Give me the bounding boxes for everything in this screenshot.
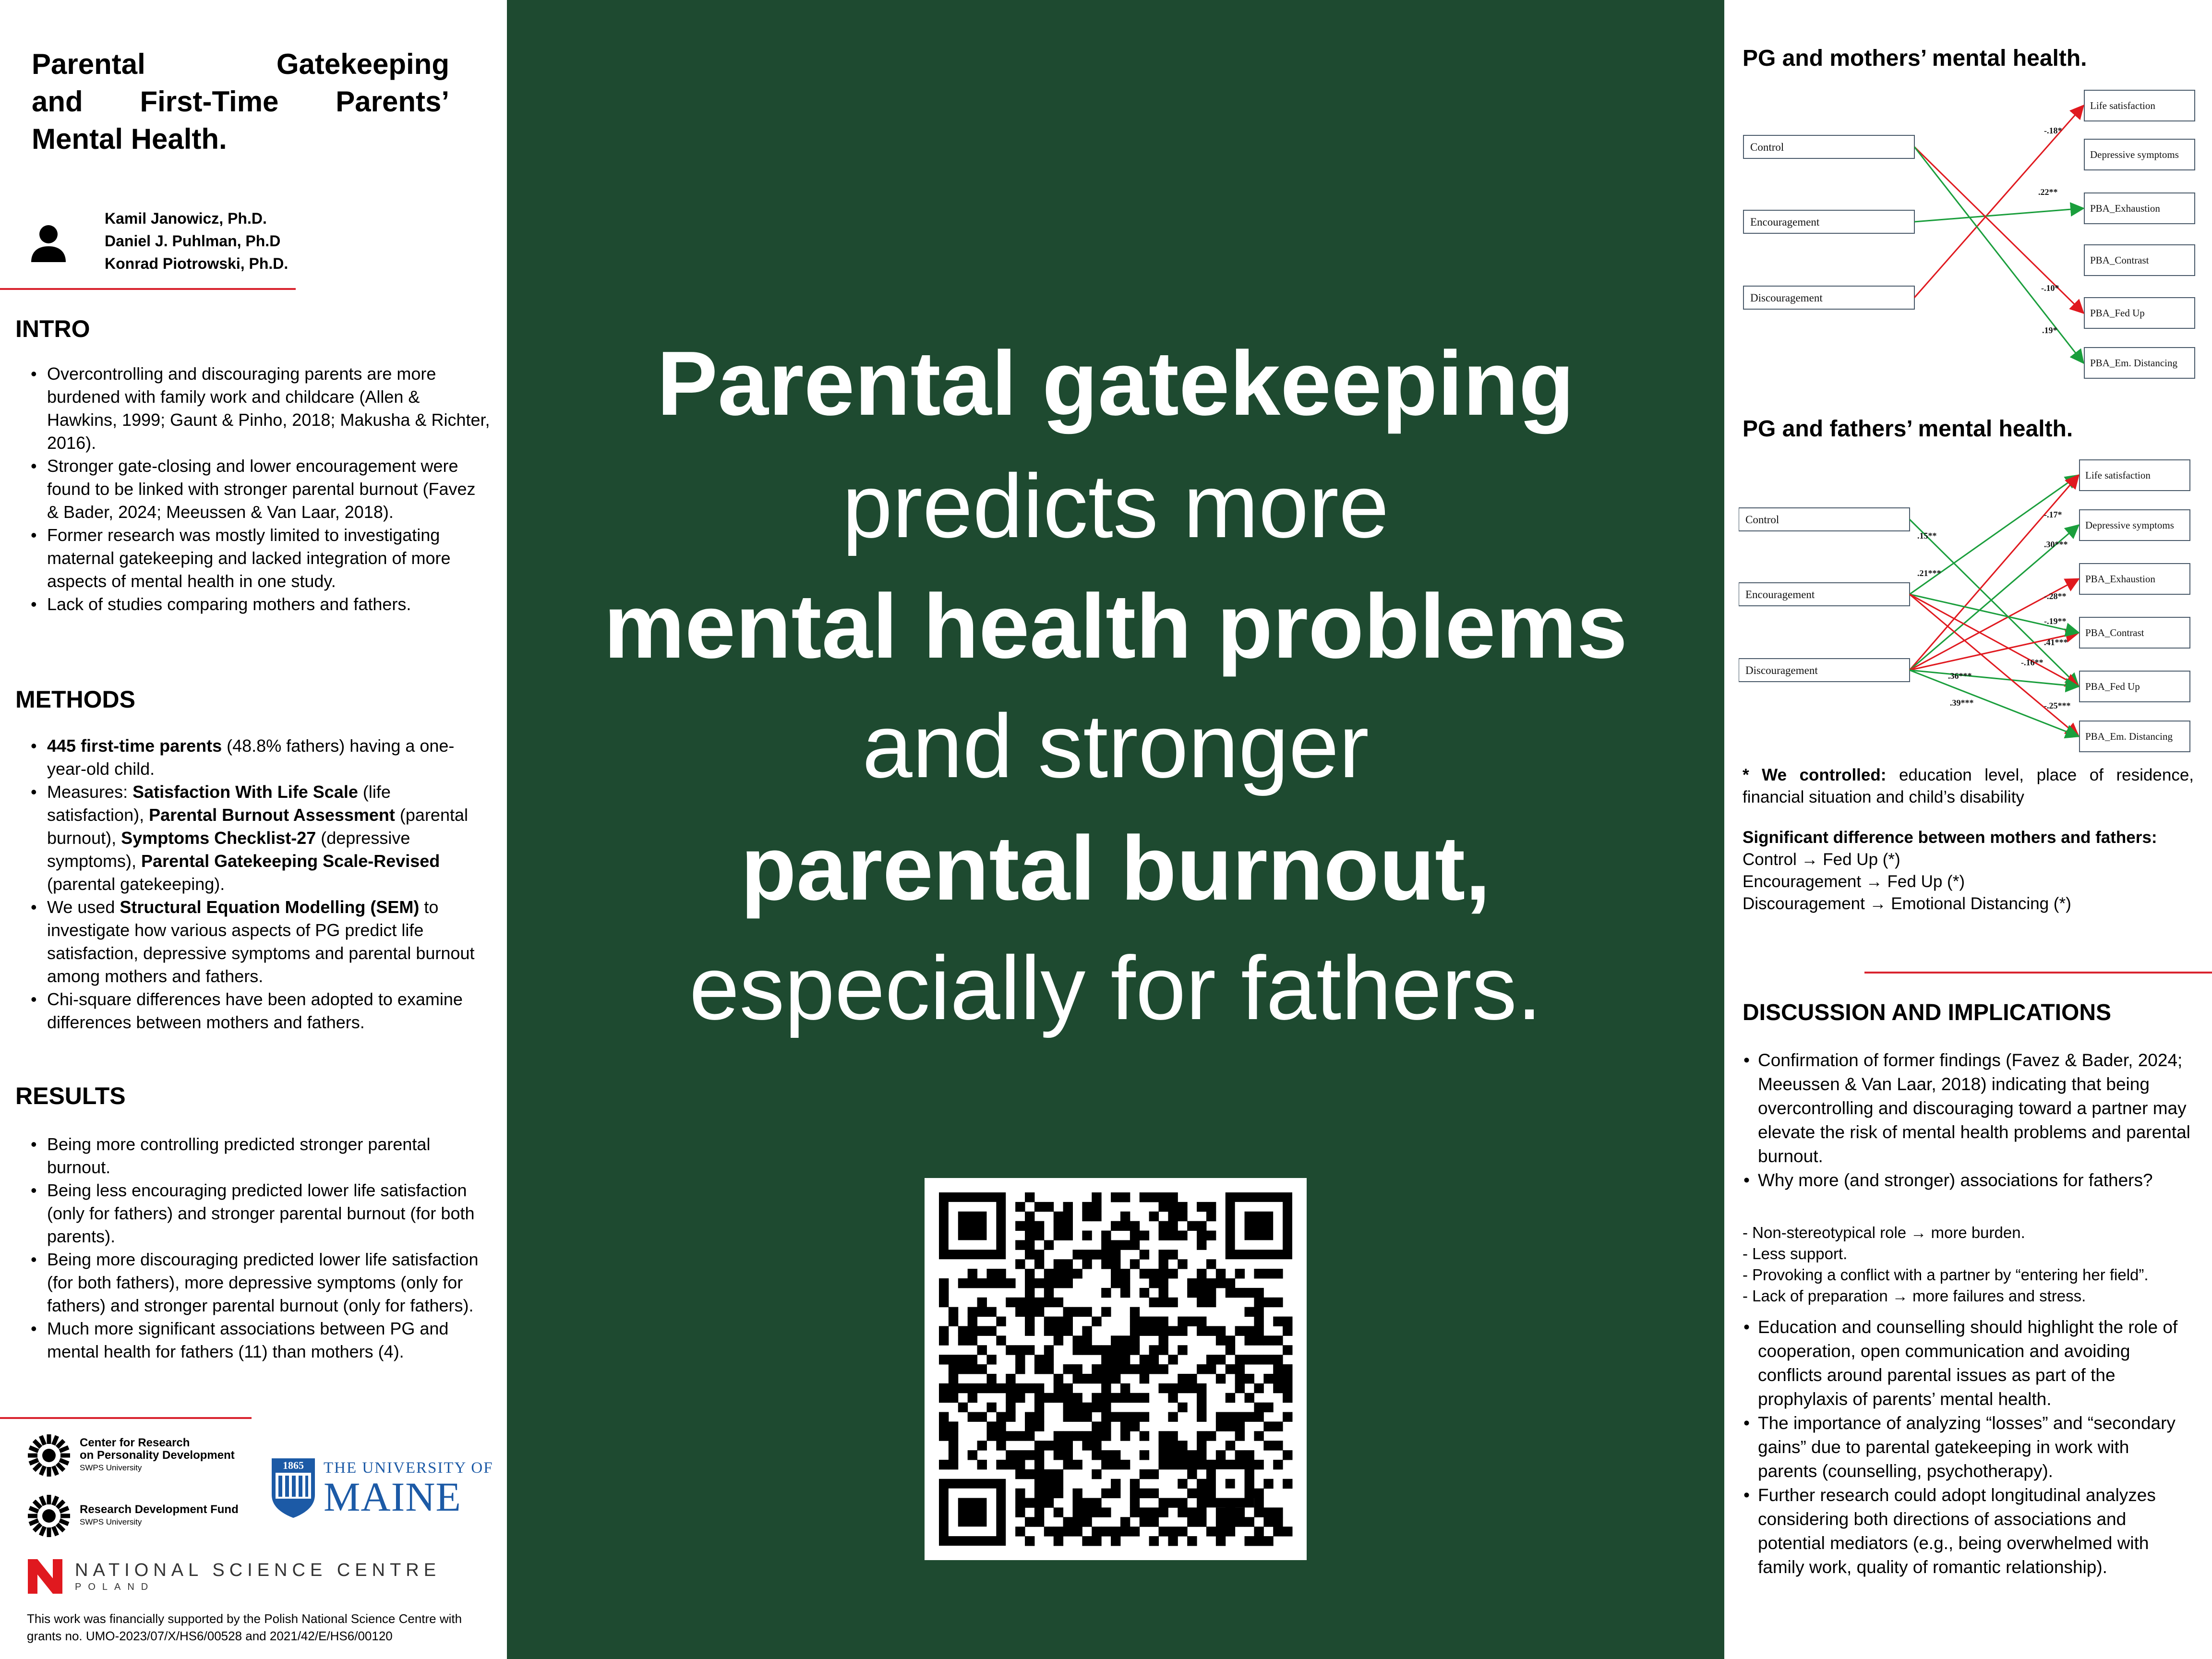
left-column bbox=[0, 0, 507, 1659]
list-item-segment: Parental Burnout Assessment bbox=[149, 805, 395, 825]
outcome-label: PBA_Contrast bbox=[2090, 254, 2149, 266]
predictor-label: Control bbox=[1745, 514, 1779, 526]
list-item: • Further research could adopt longitudinal analyzes considering both directions of associations and potential mediators (e.g., being overwhelmed with family work, quality of romantic relationship). bbox=[1742, 1483, 2193, 1579]
logo-text: on Personality Development bbox=[80, 1449, 235, 1462]
swps-center-logo bbox=[26, 1432, 235, 1479]
outcome-label: Depressive symptoms bbox=[2085, 519, 2174, 531]
logo-subtext: POLAND bbox=[75, 1582, 155, 1592]
sigdiff-item: Discouragement → Emotional Distancing (*) bbox=[1743, 894, 2071, 913]
list-item: • The importance of analyzing “losses” and “secondary gains” due to parental gatekeeping in work with parents (counselling, psychotherapy). bbox=[1742, 1411, 2193, 1483]
outcome-label: Depressive symptoms bbox=[2090, 149, 2179, 160]
qr-code-icon bbox=[925, 1178, 1307, 1560]
outcome-label: Life satisfaction bbox=[2090, 100, 2155, 111]
outcome-label: PBA_Exhaustion bbox=[2085, 573, 2155, 585]
sigdiff-heading: Significant difference between mothers and fathers: bbox=[1743, 828, 2157, 847]
center-panel bbox=[507, 0, 1724, 1659]
list-item: • Former research was mostly limited to investigating maternal gatekeeping and lacked integration of more aspects of mental health in one study. bbox=[15, 524, 491, 593]
list-item-segment: (parental burnout), bbox=[47, 805, 468, 848]
path-coefficient-label: .30*** bbox=[2044, 540, 2068, 549]
author-name: Daniel J. Puhlman, Ph.D bbox=[105, 232, 281, 250]
predictor-label: Control bbox=[1750, 141, 1784, 153]
dash-item: - Non-stereotypical role → more burden. bbox=[1743, 1224, 2025, 1241]
results-list bbox=[15, 1133, 491, 1363]
list-item: • Lack of studies comparing mothers and fathers. bbox=[15, 593, 491, 616]
path-coefficient-label: .36*** bbox=[1948, 671, 1972, 681]
path-coefficient-label: -.16** bbox=[2021, 658, 2044, 667]
mothers-path-diagram bbox=[1739, 83, 2200, 390]
headline-line: predicts more bbox=[842, 456, 1389, 556]
list-item bbox=[15, 781, 491, 896]
outcome-label: Life satisfaction bbox=[2085, 469, 2151, 481]
logo-text: MAINE bbox=[324, 1473, 461, 1520]
list-item-segment: Measures: bbox=[47, 782, 133, 802]
path-coefficient-label: -.25*** bbox=[2044, 701, 2071, 710]
logo-text: THE UNIVERSITY OF bbox=[324, 1459, 493, 1477]
list-item bbox=[15, 988, 491, 1034]
outcome-label: PBA_Fed Up bbox=[2090, 307, 2145, 319]
headline-line: and stronger bbox=[862, 696, 1369, 796]
sigdiff-item: Control → Fed Up (*) bbox=[1743, 850, 1900, 869]
author-name: Kamil Janowicz, Ph.D. bbox=[105, 210, 267, 227]
title-line: and First-Time Parents’ bbox=[32, 85, 449, 118]
methods-heading: METHODS bbox=[15, 686, 135, 713]
path-coefficient-label: .41*** bbox=[2044, 637, 2068, 647]
person-icon bbox=[30, 225, 67, 262]
list-item-segment: Structural Equation Modelling (SEM) bbox=[120, 897, 420, 917]
headline-line: especially for fathers. bbox=[689, 938, 1542, 1038]
accent-divider bbox=[0, 288, 296, 290]
logo-year: 1865 bbox=[283, 1459, 304, 1471]
list-item: • Being more controlling predicted stronger parental burnout. bbox=[15, 1133, 491, 1179]
list-item-segment: We used bbox=[47, 897, 120, 917]
ncn-logo bbox=[26, 1557, 441, 1596]
outcome-label: PBA_Fed Up bbox=[2085, 681, 2140, 692]
methods-list bbox=[15, 734, 491, 1034]
predictor-label: Discouragement bbox=[1750, 292, 1823, 304]
discussion-list-b bbox=[1742, 1315, 2193, 1579]
author-list bbox=[105, 207, 288, 275]
mothers-diagram-heading: PG and mothers’ mental health. bbox=[1743, 46, 2087, 71]
dash-item: - Provoking a conflict with a partner by “entering her field”. bbox=[1743, 1266, 2149, 1284]
logo-subtext: SWPS University bbox=[80, 1463, 142, 1472]
path-coefficient-label: .15** bbox=[1917, 531, 1937, 541]
ncn-mark-icon bbox=[26, 1557, 64, 1596]
swps-ring-icon bbox=[26, 1432, 72, 1479]
accent-divider bbox=[0, 1417, 252, 1419]
outcome-label: PBA_Em. Distancing bbox=[2085, 731, 2173, 742]
path-coefficient-label: .21*** bbox=[1917, 568, 1941, 578]
significant-differences bbox=[1743, 827, 2203, 915]
path-coefficient-label: -.18* bbox=[2044, 126, 2062, 135]
list-item: • Overcontrolling and discouraging parents are more burdened with family work and childcare (Allen & Hawkins, 1999; Gaunt & Pinho, 2018; Makusha & Richter, 2016). bbox=[15, 362, 491, 455]
right-column bbox=[1724, 0, 2212, 1659]
dash-item: - Less support. bbox=[1743, 1245, 1848, 1262]
outcome-label: PBA_Exhaustion bbox=[2090, 203, 2160, 214]
maine-shield-icon bbox=[270, 1456, 317, 1519]
list-item-segment: (48.8% fathers) having a one-year-old child. bbox=[47, 736, 455, 779]
dash-item: - Lack of preparation → more failures and stress. bbox=[1743, 1287, 2086, 1305]
list-item: • Education and counselling should highlight the role of cooperation, open communication and avoiding conflicts around parental issues as part of the prophylaxis of parents’ mental health. bbox=[1742, 1315, 2193, 1411]
poster-title bbox=[32, 46, 449, 158]
predictor-label: Encouragement bbox=[1750, 216, 1820, 228]
list-item-segment: (parental gatekeeping). bbox=[47, 874, 225, 894]
list-item-segment: Chi-square differences have been adopted to examine differences between mothers and fathers. bbox=[47, 989, 463, 1032]
list-item bbox=[15, 896, 491, 988]
headline-line: parental burnout, bbox=[740, 817, 1491, 919]
path-coefficient-label: -.17* bbox=[2044, 510, 2062, 519]
path-coefficient-label: .22** bbox=[2038, 187, 2058, 197]
list-item: • Being more discouraging predicted lower life satisfaction (for both fathers), more depressive symptoms (only for fathers) and stronger parental burnout (only for fathers). bbox=[15, 1248, 491, 1317]
list-item-segment: (depressive symptoms), bbox=[47, 828, 410, 871]
list-item-segment: (life satisfaction), bbox=[47, 782, 391, 825]
logo-text: Center for Research bbox=[80, 1436, 190, 1449]
path-arrow bbox=[1910, 594, 2079, 736]
path-coefficient-label: -.10* bbox=[2041, 283, 2059, 293]
logo-subtext: SWPS University bbox=[80, 1517, 142, 1527]
qr-code[interactable] bbox=[925, 1178, 1307, 1560]
list-item-segment: Satisfaction With Life Scale bbox=[132, 782, 358, 802]
list-item-segment: 445 first-time parents bbox=[47, 736, 222, 756]
controlled-text: education level, place of residence, financial situation and child’s disability bbox=[1743, 766, 2194, 806]
headline-line: mental health problems bbox=[603, 576, 1628, 677]
swps-ring-icon bbox=[26, 1493, 72, 1539]
path-coefficient-label: -.19** bbox=[2044, 616, 2067, 626]
path-coefficient-label: -.28** bbox=[2044, 591, 2067, 601]
list-item: • Being less encouraging predicted lower life satisfaction (only for fathers) and stronger parental burnout (for both parents). bbox=[15, 1179, 491, 1248]
discussion-heading: DISCUSSION AND IMPLICATIONS bbox=[1743, 1000, 2112, 1025]
controlled-note bbox=[1743, 764, 2194, 808]
path-coefficient-label: .39*** bbox=[1950, 698, 1974, 708]
path-arrow bbox=[1914, 208, 2083, 222]
list-item: • Confirmation of former findings (Favez & Bader, 2024; Meeussen & Van Laar, 2018) indicating that being overcontrolling and discouraging toward a partner may elevate the risk of mental health problems and parental burnout. bbox=[1742, 1048, 2193, 1168]
list-item bbox=[15, 734, 491, 781]
outcome-label: PBA_Contrast bbox=[2085, 627, 2144, 638]
list-item-segment: to investigate how various aspects of PG predict life satisfaction, depressive symptoms and parental burnout among mothers and fathers. bbox=[47, 897, 475, 986]
predictor-label: Encouragement bbox=[1745, 589, 1815, 601]
outcome-label: PBA_Em. Distancing bbox=[2090, 357, 2177, 369]
fathers-diagram-heading: PG and fathers’ mental health. bbox=[1743, 416, 2073, 442]
accent-divider bbox=[1864, 972, 2212, 974]
list-item: • Why more (and stronger) associations for fathers? bbox=[1742, 1168, 2193, 1192]
logo-text: NATIONAL SCIENCE CENTRE bbox=[75, 1560, 441, 1580]
sigdiff-item: Encouragement → Fed Up (*) bbox=[1743, 872, 1965, 891]
headline-line: Parental gatekeeping bbox=[657, 333, 1575, 434]
logo-text: Research Development Fund bbox=[80, 1503, 239, 1516]
author-name: Konrad Piotrowski, Ph.D. bbox=[105, 255, 289, 272]
list-item: • Much more significant associations between PG and mental health for fathers (11) than mothers (4). bbox=[15, 1317, 491, 1363]
intro-heading: INTRO bbox=[15, 315, 90, 342]
controlled-label: * We controlled: bbox=[1743, 766, 1887, 784]
swps-fund-logo bbox=[26, 1493, 239, 1539]
discussion-list-a bbox=[1742, 1048, 2193, 1192]
results-heading: RESULTS bbox=[15, 1082, 126, 1109]
intro-list bbox=[15, 362, 491, 616]
path-coefficient-label: .19* bbox=[2042, 325, 2057, 335]
title-line: Mental Health. bbox=[32, 123, 227, 155]
predictor-label: Discouragement bbox=[1745, 664, 1818, 676]
list-item-segment: Parental Gatekeeping Scale-Revised bbox=[141, 851, 440, 871]
list-item: • Stronger gate-closing and lower encouragement were found to be linked with stronger parental burnout (Favez & Bader, 2024; Meeussen & Van Laar, 2018). bbox=[15, 455, 491, 524]
funding-note: This work was financially supported by the Polish National Science Centre with grants no. UMO-2023/07/X/HS6/00528 and 2021/42/E/HS6/00120 bbox=[27, 1611, 462, 1643]
title-line: Parental Gatekeeping bbox=[32, 48, 449, 80]
list-item-segment: Symptoms Checklist-27 bbox=[121, 828, 316, 848]
maine-logo bbox=[270, 1456, 493, 1519]
path-arrow bbox=[1914, 147, 2083, 363]
fathers-path-diagram bbox=[1739, 455, 2200, 757]
